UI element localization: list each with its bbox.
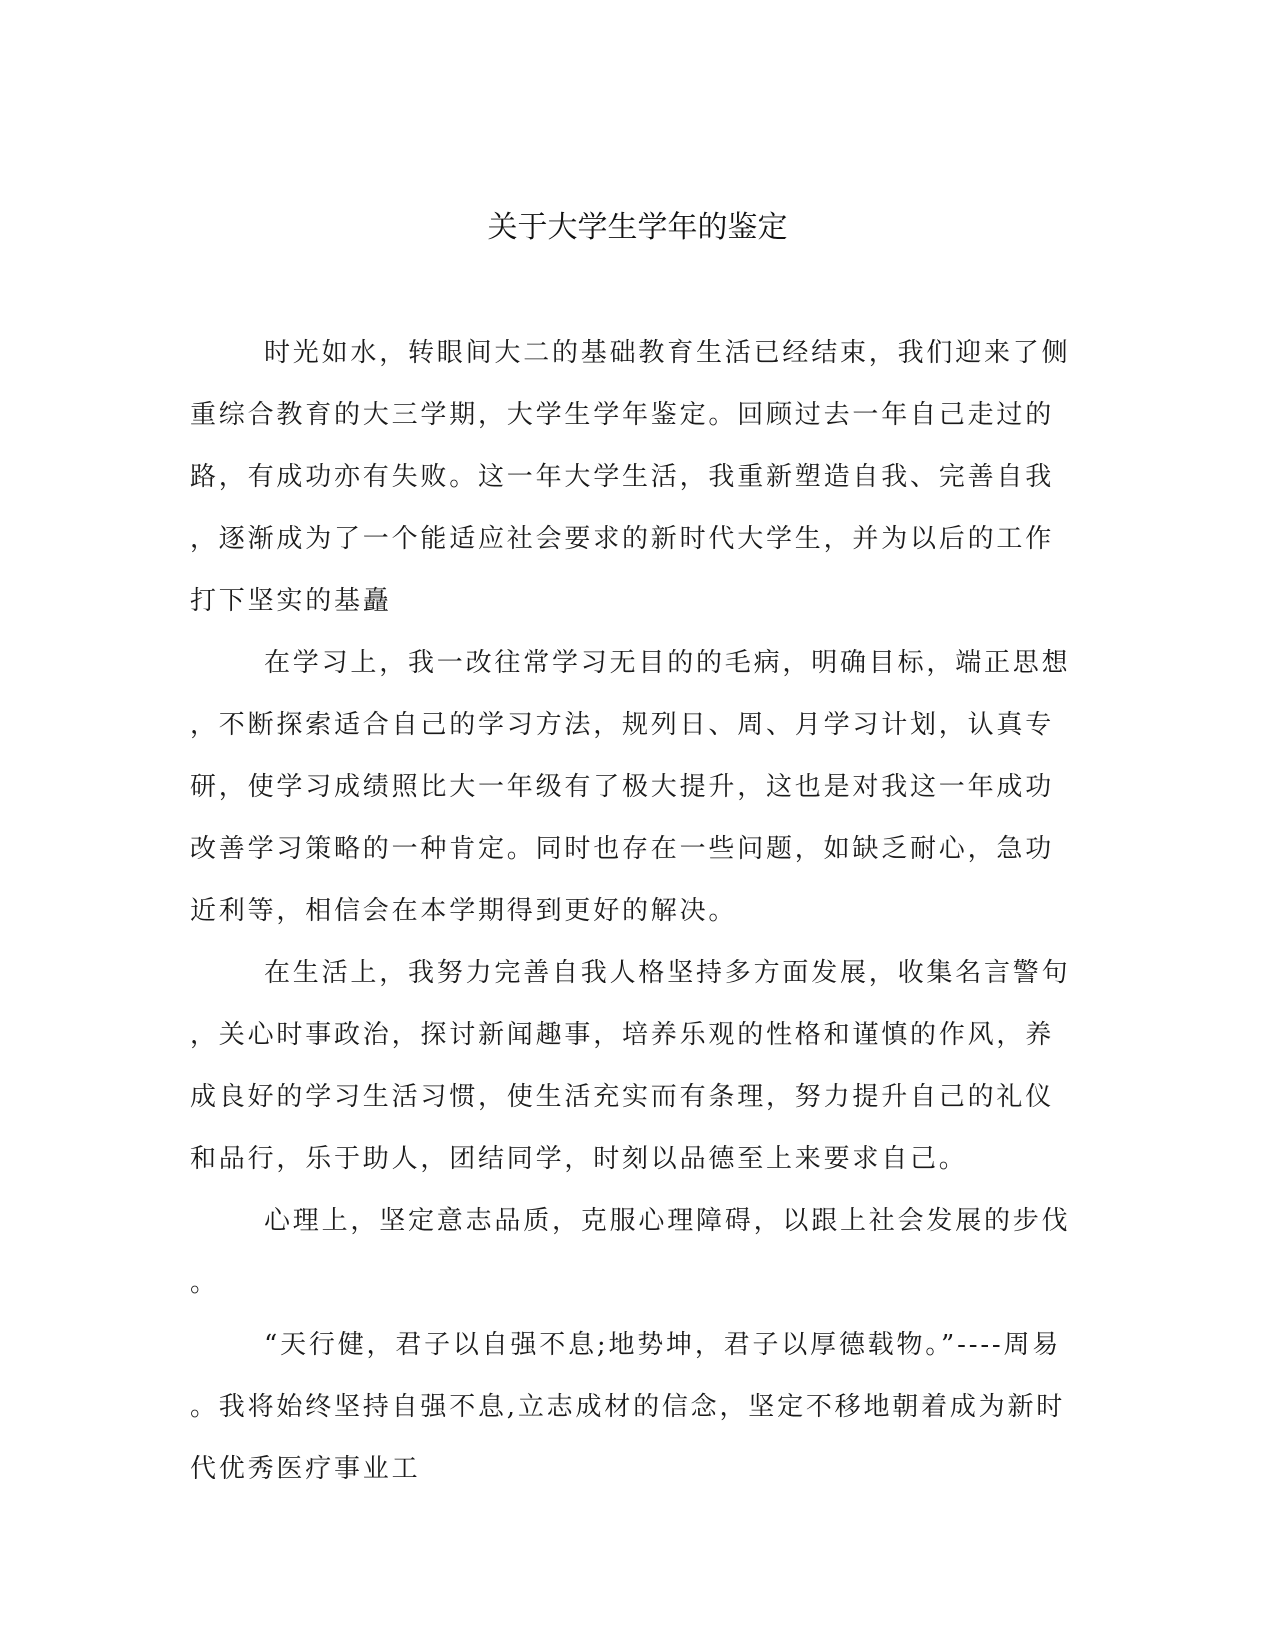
- body-text-line: 打下坚实的基矗: [190, 586, 392, 616]
- body-text-line: 代优秀医疗事业工: [190, 1454, 421, 1484]
- body-text-line: 心理上，坚定意志品质，克服心理障碍，以跟上社会发展的步伐: [264, 1206, 1071, 1236]
- document-body: [190, 322, 1090, 1500]
- body-text-line: 和品行，乐于助人，团结同学，时刻以品德至上来要求自己。: [190, 1144, 968, 1174]
- body-text-line: 在生活上，我努力完善自我人格坚持多方面发展，收集名言警句: [264, 958, 1071, 988]
- body-text-line: ，逐渐成为了一个能适应社会要求的新时代大学生，并为以后的工作: [190, 524, 1055, 554]
- body-text-line: 改善学习策略的一种肯定。同时也存在一些问题，如缺乏耐心，急功: [190, 834, 1055, 864]
- body-text-line: 成良好的学习生活习惯，使生活充实而有条理，努力提升自己的礼仪: [190, 1082, 1055, 1112]
- body-text-line: 在学习上，我一改往常学习无目的的毛病，明确目标，端正思想: [264, 648, 1071, 678]
- body-text-line: 。我将始终坚持自强不息,立志成材的信念，坚定不移地朝着成为新时: [190, 1392, 1066, 1422]
- body-text-line: ，不断探索适合自己的学习方法，规列日、周、月学习计划，认真专: [190, 710, 1055, 740]
- body-text-line: 。: [190, 1268, 219, 1298]
- body-text-line: 近利等，相信会在本学期得到更好的解决。: [190, 896, 738, 926]
- body-text-line: 研，使学习成绩照比大一年级有了极大提升，这也是对我这一年成功: [190, 772, 1055, 802]
- body-text-line: 重综合教育的大三学期，大学生学年鉴定。回顾过去一年自己走过的: [190, 400, 1055, 430]
- body-text-line: 时光如水，转眼间大二的基础教育生活已经结束，我们迎来了侧: [264, 338, 1071, 368]
- body-text-line: ，关心时事政治，探讨新闻趣事，培养乐观的性格和谨慎的作风，养: [190, 1020, 1055, 1050]
- body-text-line: 路，有成功亦有失败。这一年大学生活，我重新塑造自我、完善自我: [190, 462, 1055, 492]
- body-text-line: “天行健，君子以自强不息;地势坤，君子以厚德载物。”----周易: [264, 1330, 1062, 1360]
- document-title: 关于大学生学年的鉴定: [487, 210, 788, 245]
